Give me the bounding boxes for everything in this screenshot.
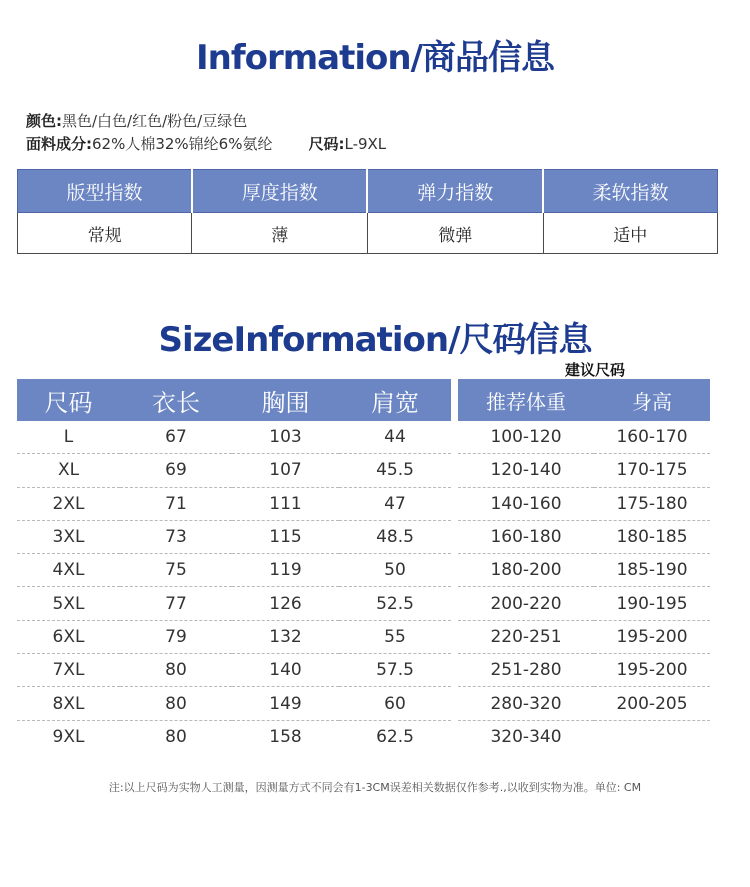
row-weight: 200-220 bbox=[458, 587, 594, 620]
row-separator bbox=[451, 520, 458, 553]
row-height: 195-200 bbox=[594, 654, 710, 687]
row-separator bbox=[451, 687, 458, 720]
row-length: 77 bbox=[120, 587, 232, 620]
table-row bbox=[17, 487, 710, 520]
fabric-line bbox=[26, 133, 386, 154]
row-separator bbox=[451, 654, 458, 687]
row-separator bbox=[451, 554, 458, 587]
row-shoulder: 44 bbox=[339, 421, 451, 454]
row-size: 8XL bbox=[17, 687, 120, 720]
row-weight: 251-280 bbox=[458, 654, 594, 687]
row-weight: 280-320 bbox=[458, 687, 594, 720]
row-weight: 320-340 bbox=[490, 726, 562, 747]
table-row bbox=[17, 720, 710, 753]
row-height: 200-205 bbox=[594, 687, 710, 720]
row-height: 180-185 bbox=[594, 520, 710, 553]
size-header-height: 身高 bbox=[594, 379, 710, 421]
row-chest: 149 bbox=[232, 687, 339, 720]
row-shoulder: 62.5 bbox=[376, 726, 414, 747]
row-separator bbox=[451, 587, 458, 620]
row-chest: 140 bbox=[232, 654, 339, 687]
information-title: Information/商品信息 bbox=[195, 38, 555, 78]
row-chest: 126 bbox=[232, 587, 339, 620]
row-height: 195-200 bbox=[594, 620, 710, 653]
table-row bbox=[17, 520, 710, 553]
row-weight: 160-180 bbox=[458, 520, 594, 553]
row-length: 80 bbox=[120, 654, 232, 687]
table-row bbox=[17, 620, 710, 653]
fabric-value: 62%人棉32%锦纶6%氨纶 bbox=[92, 135, 273, 153]
row-weight: 100-120 bbox=[458, 421, 594, 454]
row-separator bbox=[451, 620, 458, 653]
row-height: 170-175 bbox=[594, 454, 710, 487]
table-row bbox=[17, 654, 710, 687]
size-information-title: SizeInformation/尺码信息 bbox=[158, 320, 592, 360]
header-separator bbox=[451, 379, 458, 421]
table-row bbox=[17, 454, 710, 487]
size-header-length: 衣长 bbox=[120, 379, 232, 421]
row-shoulder: 55 bbox=[339, 620, 451, 653]
row-chest: 115 bbox=[232, 520, 339, 553]
index-value-thickness: 薄 bbox=[192, 213, 368, 254]
row-length: 79 bbox=[120, 620, 232, 653]
row-shoulder: 60 bbox=[339, 687, 451, 720]
row-separator bbox=[451, 487, 458, 520]
row-weight: 120-140 bbox=[458, 454, 594, 487]
index-value-softness: 适中 bbox=[543, 213, 717, 254]
index-header-elasticity: 弹力指数 bbox=[367, 170, 543, 213]
row-size: XL bbox=[17, 454, 120, 487]
row-size: 4XL bbox=[17, 554, 120, 587]
row-weight: 180-200 bbox=[458, 554, 594, 587]
table-row bbox=[17, 421, 710, 454]
size-table-body bbox=[17, 421, 710, 753]
index-table bbox=[17, 169, 718, 254]
row-chest: 111 bbox=[232, 487, 339, 520]
table-row bbox=[17, 687, 710, 720]
row-size: 6XL bbox=[17, 620, 120, 653]
index-value-elasticity: 微弹 bbox=[367, 213, 543, 254]
size-header-size: 尺码 bbox=[17, 379, 120, 421]
row-shoulder: 48.5 bbox=[339, 520, 451, 553]
row-chest: 103 bbox=[232, 421, 339, 454]
row-size: 3XL bbox=[17, 520, 120, 553]
row-size: 7XL bbox=[17, 654, 120, 687]
size-range-label: 尺码: bbox=[308, 135, 345, 153]
size-header-shoulder: 肩宽 bbox=[339, 379, 451, 421]
row-shoulder: 47 bbox=[339, 487, 451, 520]
row-height: 175-180 bbox=[594, 487, 710, 520]
size-header-row bbox=[17, 379, 710, 421]
row-length: 80 bbox=[165, 726, 187, 747]
row-height: 190-195 bbox=[594, 587, 710, 620]
size-header-weight: 推荐体重 bbox=[458, 379, 594, 421]
row-length: 69 bbox=[120, 454, 232, 487]
row-size: L bbox=[17, 421, 120, 454]
row-weight: 220-251 bbox=[458, 620, 594, 653]
row-separator bbox=[451, 720, 458, 753]
table-row bbox=[17, 587, 710, 620]
row-separator bbox=[451, 421, 458, 454]
row-shoulder: 57.5 bbox=[339, 654, 451, 687]
size-header-chest: 胸围 bbox=[232, 379, 339, 421]
row-shoulder: 50 bbox=[339, 554, 451, 587]
row-chest: 119 bbox=[232, 554, 339, 587]
color-label: 颜色: bbox=[26, 112, 62, 130]
row-chest: 107 bbox=[232, 454, 339, 487]
row-length: 71 bbox=[120, 487, 232, 520]
color-value: 黑色/白色/红色/粉色/豆绿色 bbox=[62, 112, 248, 130]
footnote: 注:以上尺码为实物人工测量，因测量方式不同会有1-3CM误差相关数据仅作参考.,以收到实物为准。单位: CM bbox=[108, 781, 642, 794]
index-value-fit: 常规 bbox=[18, 213, 192, 254]
row-shoulder: 45.5 bbox=[339, 454, 451, 487]
table-row bbox=[17, 554, 710, 587]
index-value-row bbox=[18, 213, 718, 254]
size-table bbox=[17, 379, 710, 753]
row-length: 75 bbox=[120, 554, 232, 587]
size-range-value: L-9XL bbox=[344, 135, 387, 153]
row-length: 73 bbox=[120, 520, 232, 553]
row-height: 160-170 bbox=[594, 421, 710, 454]
row-chest: 158 bbox=[269, 726, 302, 747]
index-header-row bbox=[18, 170, 718, 213]
row-height: 185-190 bbox=[594, 554, 710, 587]
row-length: 80 bbox=[120, 687, 232, 720]
color-line bbox=[26, 110, 247, 131]
row-shoulder: 52.5 bbox=[339, 587, 451, 620]
row-weight: 140-160 bbox=[458, 487, 594, 520]
recommend-size-label: 建议尺码 bbox=[565, 361, 626, 379]
index-header-thickness: 厚度指数 bbox=[192, 170, 368, 213]
row-separator bbox=[451, 454, 458, 487]
row-length: 67 bbox=[120, 421, 232, 454]
row-height bbox=[594, 720, 710, 753]
row-chest: 132 bbox=[232, 620, 339, 653]
row-size: 9XL bbox=[52, 726, 85, 747]
index-header-fit: 版型指数 bbox=[18, 170, 192, 213]
index-header-softness: 柔软指数 bbox=[543, 170, 717, 213]
row-size: 5XL bbox=[17, 587, 120, 620]
row-size: 2XL bbox=[17, 487, 120, 520]
fabric-label: 面料成分: bbox=[26, 135, 92, 153]
